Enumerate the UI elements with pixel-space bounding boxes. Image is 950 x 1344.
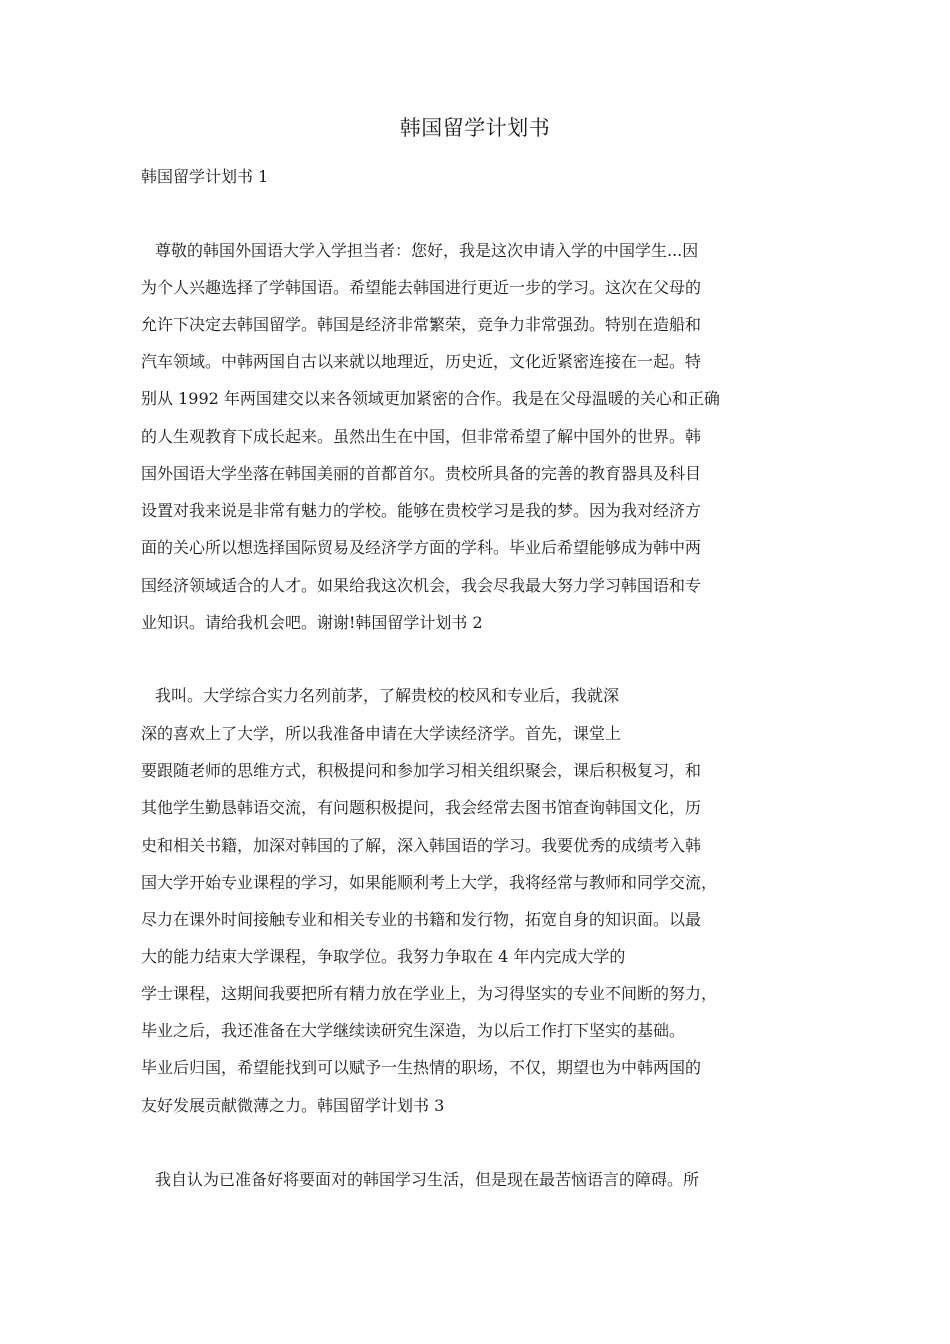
paragraph-line: 毕业之后，我还准备在大学继续读研究生深造，为以后工作打下坚实的基础。: [141, 1021, 686, 1040]
paragraph-line: 设置对我来说是非常有魅力的学校。能够在贵校学习是我的梦。因为我对经济方: [141, 501, 702, 520]
paragraph-line: 大的能力结束大学课程，争取学位。我努力争取在 4 年内完成大学的: [141, 947, 626, 966]
paragraph-line: 尽力在课外时间接触专业和相关专业的书籍和发行物，拓宽自身的知识面。以最: [141, 910, 702, 929]
paragraph-line: 友好发展贡献微薄之力。韩国留学计划书 3: [141, 1096, 445, 1115]
paragraph-line: 面的关心所以想选择国际贸易及经济学方面的学科。毕业后希望能够成为韩中两: [141, 538, 702, 557]
paragraph-line: 为个人兴趣选择了学韩国语。希望能去韩国进行更近一步的学习。这次在父母的: [141, 278, 702, 297]
paragraph-line: 别从 1992 年两国建交以来各领域更加紧密的合作。我是在父母温暖的关心和正确: [141, 389, 720, 408]
paragraph-line: 允许下决定去韩国留学。韩国是经济非常繁荣，竞争力非常强劲。特别在造船和: [141, 315, 702, 334]
paragraph-line: 我叫。大学综合实力名列前茅，了解贵校的校风和专业后，我就深: [155, 686, 620, 705]
paragraph-line: 的人生观教育下成长起来。虽然出生在中国，但非常希望了解中国外的世界。韩: [141, 427, 702, 446]
paragraph-line: 要跟随老师的思维方式，积极提问和参加学习相关组织聚会，课后积极复习，和: [141, 761, 702, 780]
section-heading: 韩国留学计划书 1: [141, 167, 269, 186]
paragraph-line: 学士课程，这期间我要把所有精力放在学业上，为习得坚实的专业不间断的努力，: [141, 984, 718, 1003]
paragraph-line: 国经济领域适合的人才。如果给我这次机会，我会尽我最大努力学习韩国语和专: [141, 576, 702, 595]
document-title: 韩国留学计划书: [399, 116, 551, 140]
paragraph-line: 其他学生勤恳韩语交流，有问题积极提问，我会经常去图书馆查询韩国文化，历: [141, 798, 702, 817]
paragraph-line: 深的喜欢上了大学，所以我准备申请在大学读经济学。首先，课堂上: [141, 724, 622, 743]
paragraph-line: 我自认为已准备好将要面对的韩国学习生活，但是现在最苦恼语言的障碍。所: [155, 1170, 700, 1189]
paragraph-line: 毕业后归国，希望能找到可以赋予一生热情的职场，不仅，期望也为中韩两国的: [141, 1058, 702, 1077]
paragraph-line: 业知识。请给我机会吧。谢谢!韩国留学计划书 2: [141, 613, 483, 632]
paragraph-line: 汽车领域。中韩两国自古以来就以地理近，历史近，文化近紧密连接在一起。特: [141, 352, 702, 371]
paragraph-line: 国外国语大学坐落在韩国美丽的首都首尔。贵校所具备的完善的教育器具及科目: [141, 464, 702, 483]
paragraph-line: 史和相关书籍，加深对韩国的了解，深入韩国语的学习。我要优秀的成绩考入韩: [141, 836, 702, 855]
paragraph-line: 国大学开始专业课程的学习，如果能顺利考上大学，我将经常与教师和同学交流，: [141, 873, 718, 892]
paragraph-line: 尊敬的韩国外国语大学入学担当者：您好，我是这次申请入学的中国学生...因: [155, 241, 699, 260]
